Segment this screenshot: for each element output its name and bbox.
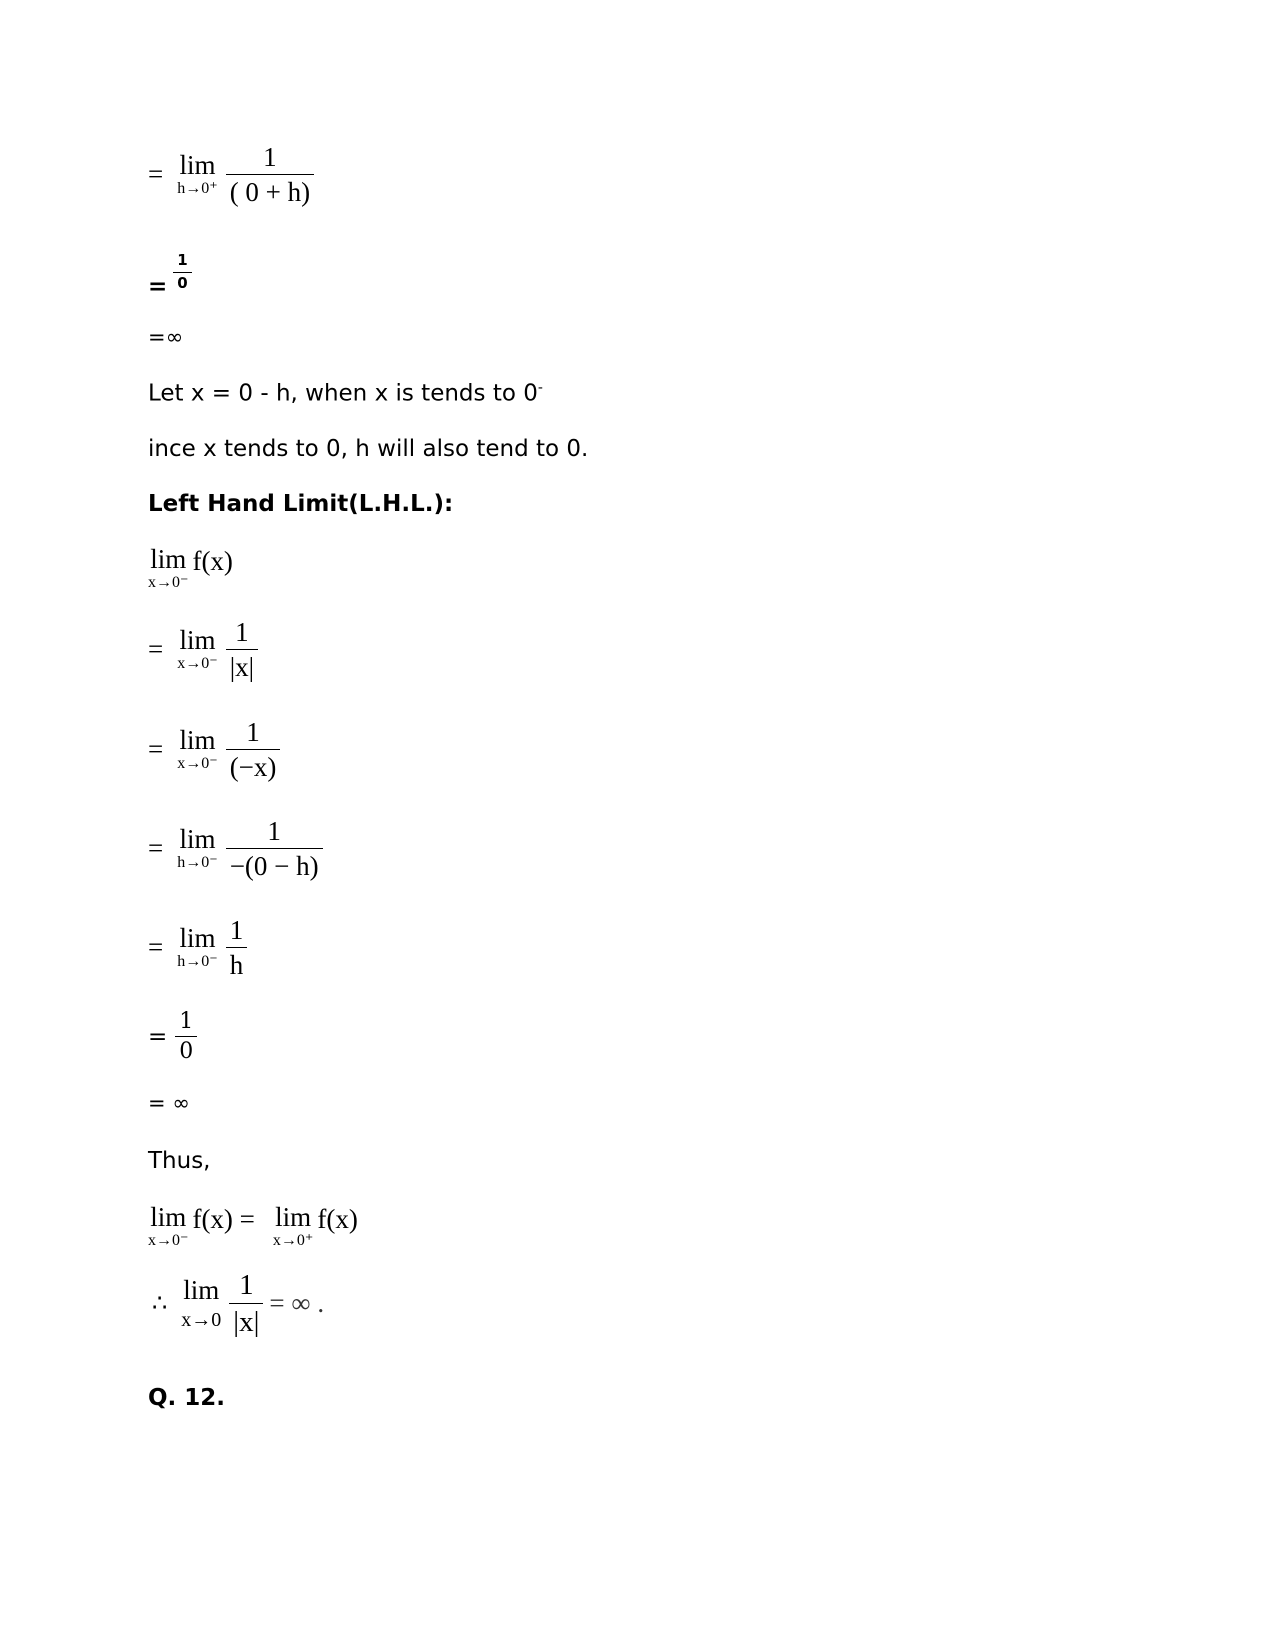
limit-operator xyxy=(177,727,217,772)
thus-text: Thus, xyxy=(148,1148,211,1174)
lim-subscript: h→0⁻ xyxy=(177,953,218,971)
denominator: h xyxy=(226,947,248,979)
left-function: f(x) = xyxy=(192,1204,255,1234)
numerator: 1 xyxy=(263,142,277,172)
equals-sign: = xyxy=(148,932,164,963)
lim-word: lim xyxy=(179,625,216,656)
lhl-equation-5 xyxy=(148,1010,197,1063)
lim-word: lim xyxy=(179,824,216,855)
lhl-expression xyxy=(148,546,233,591)
fraction xyxy=(175,1010,197,1063)
left-limit-operator xyxy=(148,1204,188,1249)
limit-operator xyxy=(177,152,217,197)
therefore-symbol: ∴ xyxy=(152,1291,168,1318)
lim-word: lim xyxy=(150,1202,187,1232)
denominator: (−x) xyxy=(226,749,281,781)
lhl-equation-6: = ∞ xyxy=(148,1091,190,1115)
lim-word: lim xyxy=(179,923,216,954)
lim-subscript: x→0⁻ xyxy=(177,655,218,673)
right-limit-operator xyxy=(273,1204,313,1249)
numerator: 1 xyxy=(267,816,281,846)
lim-subscript: x→0⁺ xyxy=(272,1232,314,1249)
numerator: 1 xyxy=(177,250,188,269)
numerator: 1 xyxy=(246,717,260,747)
limit-operator xyxy=(181,1277,221,1330)
lhl-equation-1 xyxy=(148,618,258,682)
equals-sign: = xyxy=(148,734,164,765)
function-fx: f(x) xyxy=(192,546,233,576)
numerator: 1 xyxy=(235,617,249,647)
lhl-equation-4 xyxy=(148,916,247,980)
lhl-equation-2 xyxy=(148,718,280,782)
rhl-equation-1 xyxy=(148,143,314,207)
equals-sign: = xyxy=(148,274,168,300)
result: = ∞ . xyxy=(269,1288,325,1319)
limit-operator xyxy=(148,546,188,591)
since-text: ince x tends to 0, h will also tend to 0. xyxy=(148,436,589,462)
numerator: 1 xyxy=(179,1009,194,1034)
lim-subscript: h→0⁺ xyxy=(177,180,218,198)
substitution-line: Let x = 0 - h, when x is tends to 0 xyxy=(148,380,538,407)
denominator: |x| xyxy=(229,1303,263,1337)
superscript-minus: - xyxy=(537,380,543,396)
lim-subscript: h→0⁻ xyxy=(177,854,218,872)
denominator: |x| xyxy=(226,649,258,681)
numerator: 1 xyxy=(229,915,244,945)
conclusion-equation xyxy=(152,1270,324,1338)
rhl-equation-2 xyxy=(148,244,192,300)
lim-word: lim xyxy=(179,725,216,756)
fraction xyxy=(226,916,248,980)
denominator: ( 0 + h) xyxy=(226,174,314,206)
equals-sign: = xyxy=(148,634,164,665)
limit-comparison xyxy=(148,1204,358,1249)
denominator: −(0 − h) xyxy=(226,848,323,880)
limit-operator xyxy=(177,826,217,871)
fraction xyxy=(229,1270,263,1338)
lim-word: lim xyxy=(150,544,187,574)
equals-sign: = xyxy=(148,159,164,190)
substitution-text xyxy=(148,380,543,407)
lim-subscript: x→0⁻ xyxy=(148,1232,189,1249)
lhl-heading: Left Hand Limit(L.H.L.): xyxy=(148,491,454,517)
lim-word: lim xyxy=(183,1275,220,1306)
denominator: 0 xyxy=(175,1036,197,1063)
equals-sign: = xyxy=(148,1023,168,1050)
lim-subscript: x→0⁻ xyxy=(148,574,189,591)
question-number: Q. 12. xyxy=(148,1385,226,1411)
lim-word: lim xyxy=(275,1202,312,1232)
limit-operator xyxy=(177,627,217,672)
fraction xyxy=(226,718,281,782)
rhl-equation-3: =∞ xyxy=(148,325,184,349)
fraction xyxy=(226,618,258,682)
lim-subscript: x→0⁻ xyxy=(177,755,218,773)
lim-word: lim xyxy=(179,150,216,181)
lhl-equation-3 xyxy=(148,817,323,881)
limit-operator xyxy=(177,925,217,970)
lim-subscript: x→0 xyxy=(181,1309,222,1332)
numerator: 1 xyxy=(239,1269,254,1301)
right-function: f(x) xyxy=(317,1204,358,1234)
fraction xyxy=(226,817,323,881)
equals-sign: = xyxy=(148,833,164,864)
denominator: 0 xyxy=(173,272,191,292)
fraction xyxy=(226,143,314,207)
fraction xyxy=(173,250,191,292)
